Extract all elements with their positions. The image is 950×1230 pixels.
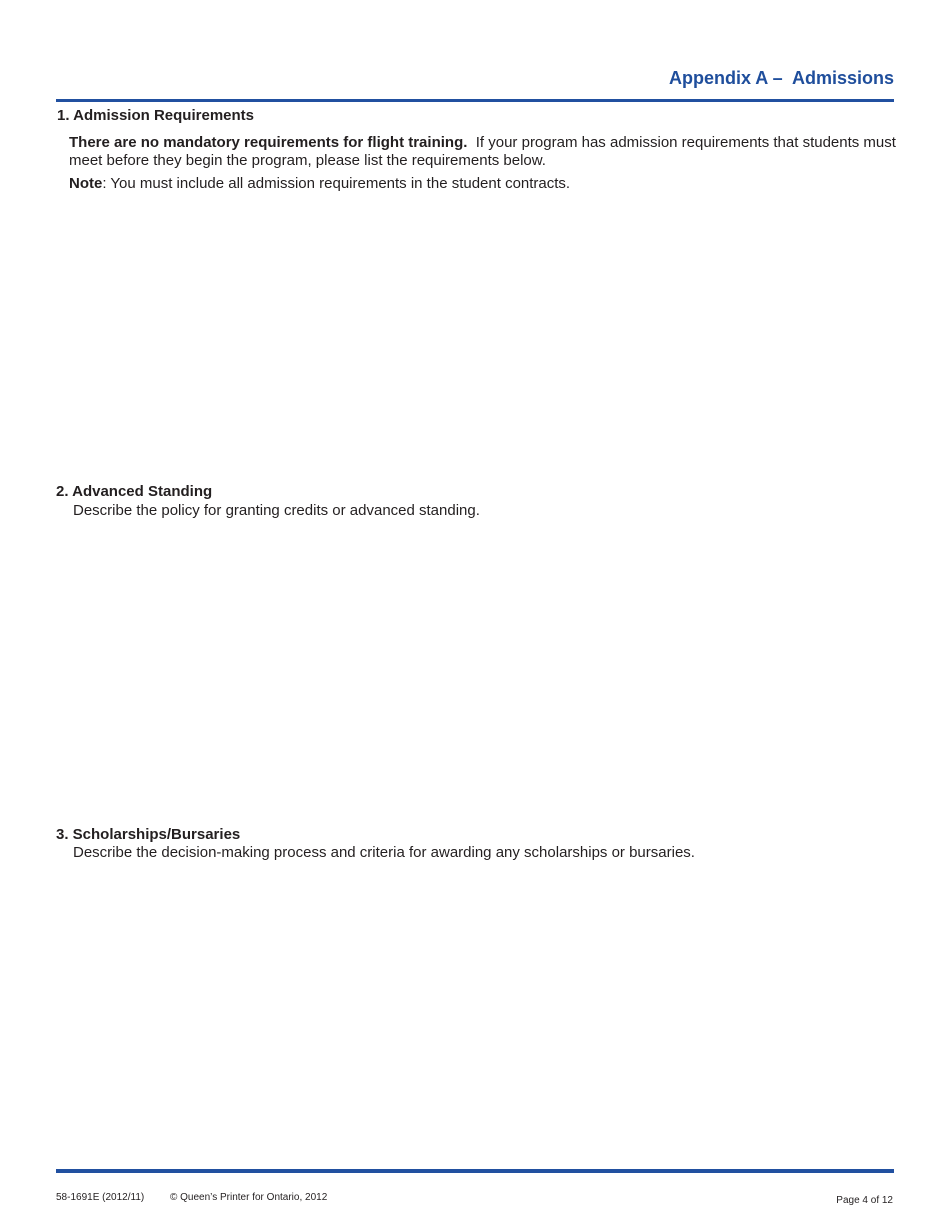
scholarships-bursaries-description: Describe the decision-making process and criteria for awarding any scholarships or bursaries.	[73, 844, 695, 861]
section-heading-scholarships-bursaries: 3. Scholarships/Bursaries	[56, 826, 241, 843]
header-divider	[56, 99, 894, 102]
copyright-notice: © Queen’s Printer for Ontario, 2012	[170, 1192, 328, 1203]
advanced-standing-description: Describe the policy for granting credits or advanced standing.	[73, 502, 480, 519]
admission-requirements-instruction-text: If your program has admission requirements that students must meet before they begin the program, please list the requirements below.	[69, 134, 896, 169]
note-label: Note	[69, 175, 103, 192]
admission-requirements-response-area[interactable]	[56, 200, 894, 475]
section-heading-advanced-standing: 2. Advanced Standing	[56, 483, 213, 500]
form-number: 58-1691E (2012/11)	[56, 1192, 145, 1203]
admission-requirements-instructions	[69, 134, 899, 170]
page-number: Page 4 of 12	[836, 1195, 893, 1206]
section-heading-admission-requirements: 1. Admission Requirements	[57, 107, 254, 124]
footer-divider	[56, 1169, 894, 1173]
note-text: : You must include all admission requirements in the student contracts.	[102, 175, 571, 192]
no-mandatory-requirements-statement: There are no mandatory requirements for flight training.	[69, 134, 468, 151]
admission-requirements-note	[69, 175, 899, 193]
scholarships-bursaries-response-area[interactable]	[56, 868, 894, 1158]
advanced-standing-response-area[interactable]	[56, 526, 894, 818]
page-title: Appendix A – Admissions	[668, 68, 894, 88]
